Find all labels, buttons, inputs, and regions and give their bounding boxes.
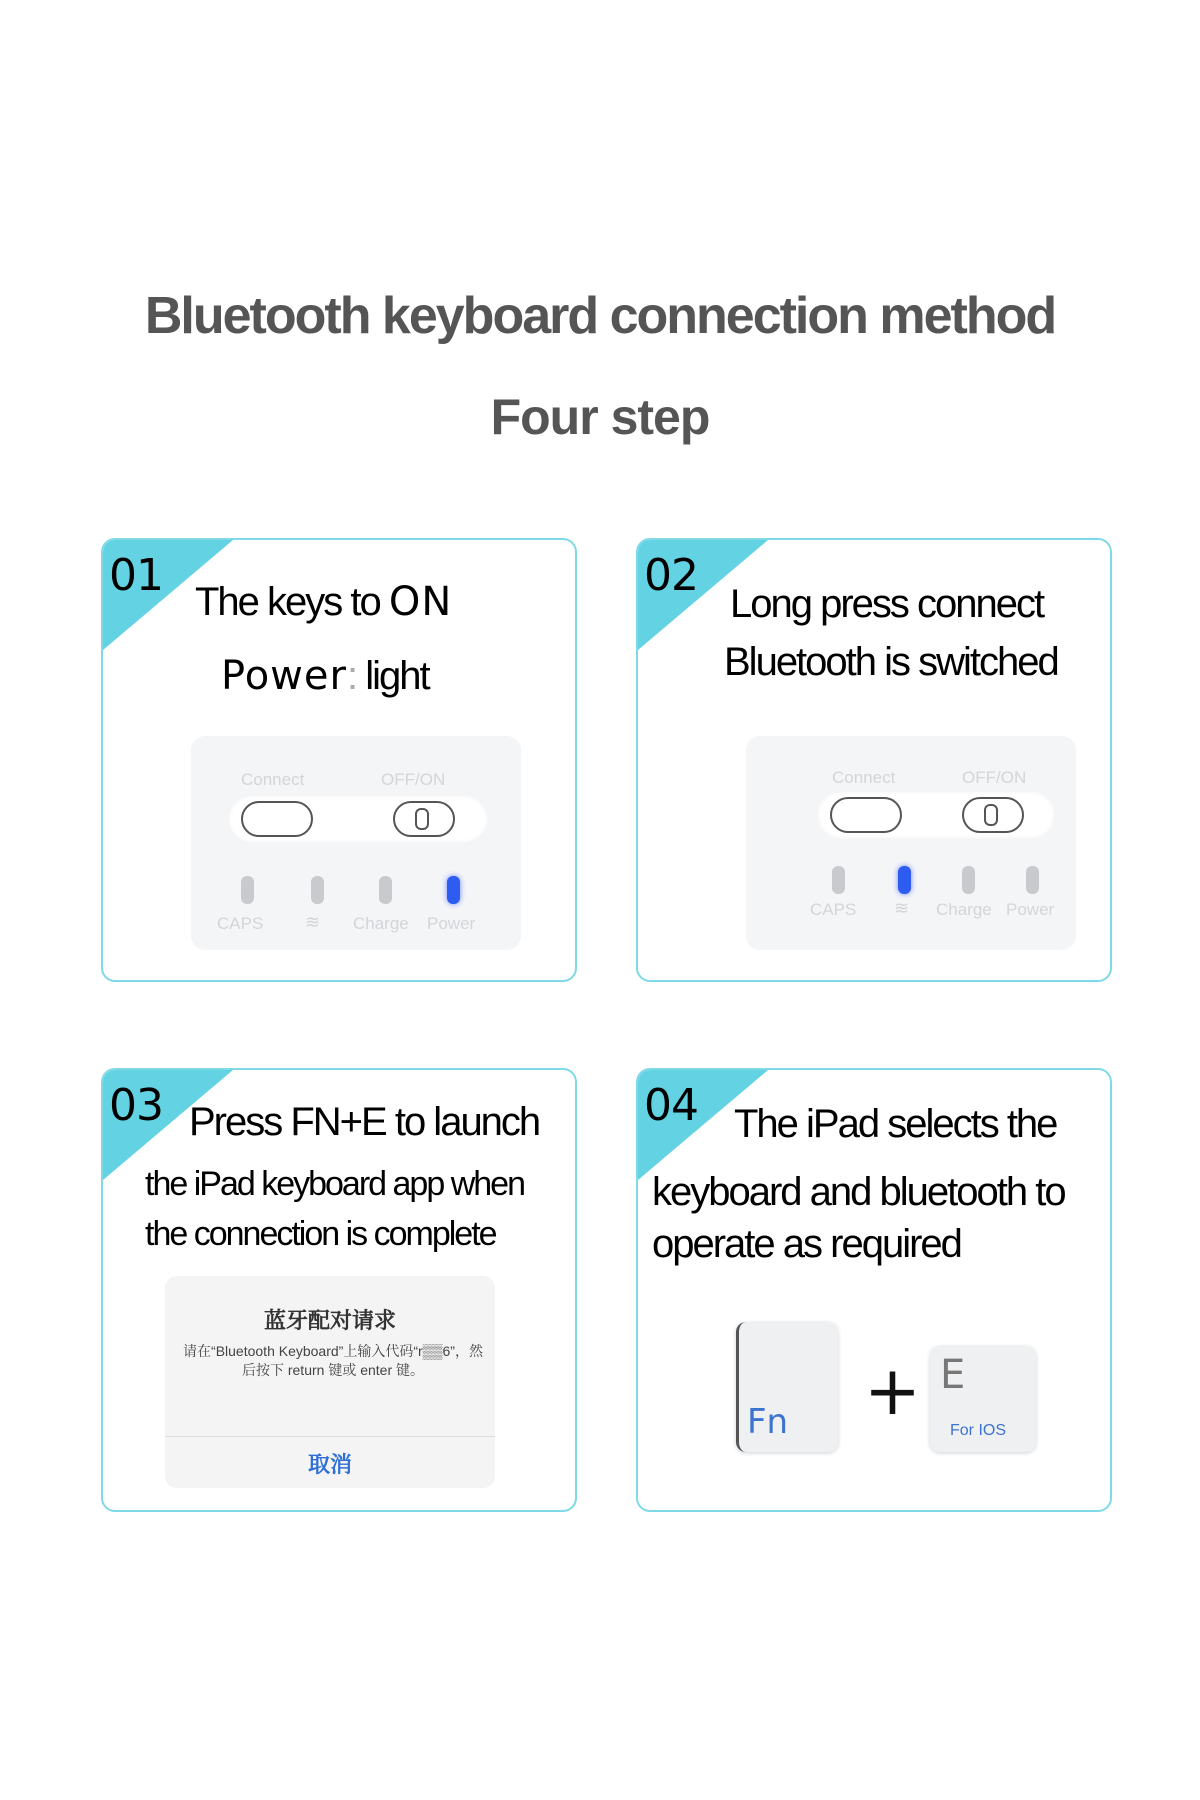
power-label: Power [427,914,476,933]
switch-track [816,790,1056,840]
wifi-icon: ≋ [305,912,321,932]
caps-label: CAPS [217,914,264,933]
step-text-line: Bluetooth is switched [724,640,1058,684]
connect-button[interactable] [241,801,313,837]
step-card-04 [636,1068,1112,1512]
step-text-line: Press FN+E to launch [189,1100,540,1144]
step-text-line: the iPad keyboard app when [145,1165,524,1203]
step-number: 01 [109,550,163,601]
power-toggle[interactable] [962,797,1024,833]
switch-track [227,794,489,844]
plus-sign: + [864,1352,921,1431]
wifi-icon: ≋ [894,898,910,918]
step-text-line: the connection is complete [145,1215,496,1253]
step-number: 02 [644,550,698,601]
power-label: Power [1006,900,1055,919]
dialog-divider [165,1436,495,1437]
charge-label: Charge [936,900,992,919]
charge-led [379,876,392,904]
charge-label: Charge [353,914,409,933]
page-title: Bluetooth keyboard connection method [144,287,1056,345]
fn-key-label: Fn [747,1402,789,1442]
bluetooth-led [898,866,911,894]
caps-led [241,876,254,904]
step-number: 03 [109,1080,163,1131]
dialog-message: 请在“Bluetooth Keyboard”上输入代码“r▒▒6”，然后按下 return 键或 enter 键。 [183,1343,483,1378]
fn-key [736,1322,838,1452]
switch-label: OFF/ON [962,768,1027,787]
step-text-line: operate as required [652,1222,961,1266]
pairing-dialog [165,1276,495,1488]
e-key-label: E [940,1352,966,1398]
step-text-line: Power: light [221,653,429,699]
bluetooth-led [311,876,324,904]
step-text-line: Long press connect [730,582,1044,626]
step-card-01 [101,538,577,982]
e-key-sublabel: For IOS [950,1422,1007,1439]
keyboard-panel [191,736,521,950]
cancel-button[interactable]: 取消 [307,1452,352,1477]
e-key [930,1346,1036,1452]
power-led [1026,866,1039,894]
caps-led [832,866,845,894]
step-number: 04 [644,1080,698,1131]
dialog-title: 蓝牙配对请求 [263,1308,396,1333]
connect-label: Connect [241,770,305,789]
step-text-line: The keys to ON [195,579,453,625]
power-led [447,876,460,904]
step-card-03 [101,1068,577,1512]
power-toggle[interactable] [393,801,455,837]
step-text-line: The iPad selects the [734,1102,1057,1146]
connect-label: Connect [832,768,896,787]
step-text-line: keyboard and bluetooth to [652,1170,1065,1214]
connect-button[interactable] [830,797,902,833]
step-card-02 [636,538,1112,982]
charge-led [962,866,975,894]
switch-label: OFF/ON [381,770,446,789]
caps-label: CAPS [810,900,857,919]
keyboard-panel [746,736,1076,950]
page-subtitle: Four step [490,389,710,445]
